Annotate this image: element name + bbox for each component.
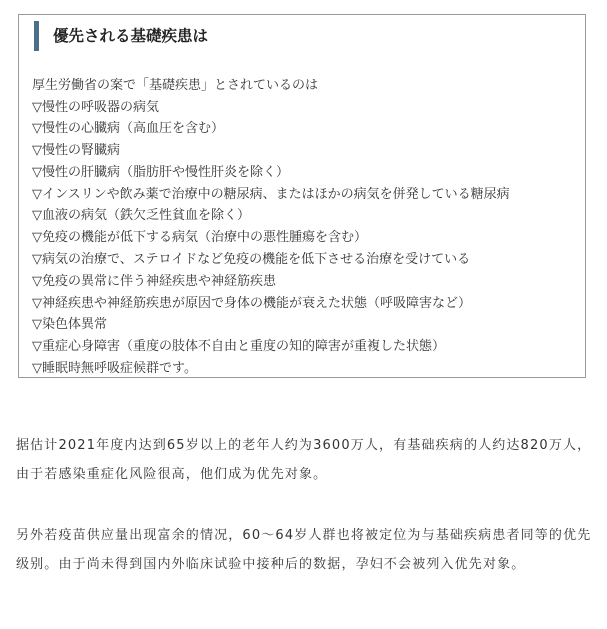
condition-item: ▽重症心身障害（重度の肢体不自由と重度の知的障害が重複した状態）	[32, 339, 445, 355]
condition-item: ▽免疫の機能が低下する病気（治療中の悪性腫瘍を含む）	[32, 230, 367, 246]
condition-item: ▽睡眠時無呼吸症候群です。	[32, 361, 197, 377]
box-heading: 優先される基礎疾患は	[34, 21, 208, 51]
condition-list	[32, 97, 510, 380]
condition-item: ▽慢性の腎臓病	[32, 143, 120, 159]
paragraph-priority-expansion: 另外若疫苗供应量出现富余的情况，60～64岁人群也将被定位为与基础疾病患者同等的优先级别。由于尚未得到国内外临床试验中接种后的数据，孕妇不会被列入优先对象。	[16, 528, 592, 572]
condition-item: ▽慢性の心臓病（高血圧を含む）	[32, 121, 224, 137]
box-intro: 厚生労働省の案で「基礎疾患」とされているのは	[32, 78, 319, 93]
condition-item: ▽免疫の異常に伴う神経疾患や神経筋疾患	[32, 273, 276, 289]
condition-item: ▽病気の治療で、ステロイドなど免疫の機能を低下させる治療を受けている	[32, 252, 471, 268]
condition-item: ▽インスリンや飲み薬で治療中の糖尿病、またはほかの病気を併発している糖尿病	[32, 186, 510, 202]
underlying-conditions-box	[18, 14, 586, 378]
condition-item: ▽染色体異常	[32, 317, 107, 333]
condition-item: ▽慢性の肝臓病（脂肪肝や慢性肝炎を除く）	[32, 164, 289, 180]
condition-item: ▽慢性の呼吸器の病気	[32, 99, 159, 115]
paragraph-elderly-count: 据估计2021年度内达到65岁以上的老年人约为3600万人，有基础疾病的人约达820万人，由于若感染重症化风险很高，他们成为优先对象。	[16, 438, 592, 482]
condition-item: ▽血液の病気（鉄欠乏性貧血を除く）	[32, 208, 250, 224]
condition-item: ▽神経疾患や神経筋疾患が原因で身体の機能が衰えた状態（呼吸障害など）	[32, 295, 471, 311]
